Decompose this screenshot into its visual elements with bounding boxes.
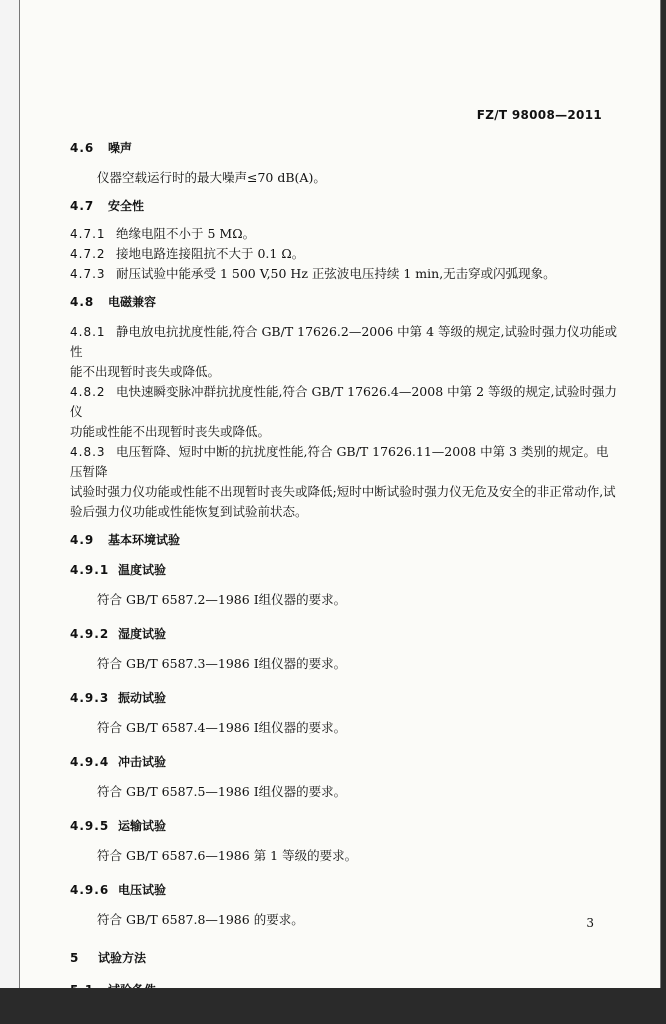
subsection-number: 4.9.6 bbox=[70, 883, 110, 897]
subsection-body-4-9-1: 符合 GB/T 6587.2—1986 Ⅰ组仪器的要求。 bbox=[97, 592, 347, 607]
section-title: 电磁兼容 bbox=[108, 295, 157, 309]
section-title: 基本环境试验 bbox=[108, 533, 181, 547]
subsection-title: 冲击试验 bbox=[118, 755, 167, 769]
clause-number: 4.8.1 bbox=[70, 325, 106, 339]
clause-text-line: 验后强力仪功能或性能恢复到试验前状态。 bbox=[70, 504, 308, 519]
subsection-number: 4.9.5 bbox=[70, 819, 110, 833]
subsection-body-4-9-3: 符合 GB/T 6587.4—1986 Ⅰ组仪器的要求。 bbox=[97, 720, 347, 735]
clause-text-line: 功能或性能不出现暂时丧失或降低。 bbox=[70, 424, 271, 439]
clause-number: 4.8.3 bbox=[70, 445, 106, 459]
chapter-number: 5 bbox=[70, 951, 80, 965]
clause-text-line: 电快速瞬变脉冲群抗扰度性能,符合 GB/T 17626.4—2008 中第 2 等级的规定,试验时强力仪 bbox=[70, 384, 617, 419]
clause-4-7-2 bbox=[70, 244, 620, 264]
subsection-heading-4-9-4 bbox=[70, 752, 620, 772]
subsection-title: 振动试验 bbox=[118, 691, 167, 705]
subsection-body-4-9-5: 符合 GB/T 6587.6—1986 第 1 等级的要求。 bbox=[97, 848, 358, 863]
subsection-heading-4-9-3 bbox=[70, 688, 620, 708]
subsection-number: 4.9.4 bbox=[70, 755, 110, 769]
subsection-body-4-9-4: 符合 GB/T 6587.5—1986 Ⅰ组仪器的要求。 bbox=[97, 784, 347, 799]
subsection-number: 4.9.3 bbox=[70, 691, 110, 705]
subsection-title: 湿度试验 bbox=[118, 627, 167, 641]
section-heading-4-9 bbox=[70, 530, 620, 550]
section-number: 4.6 bbox=[70, 141, 95, 155]
clause-number: 4.8.2 bbox=[70, 385, 106, 399]
chapter-title: 试验方法 bbox=[98, 951, 147, 965]
subsection-heading-4-9-5 bbox=[70, 816, 620, 836]
section-heading-4-7 bbox=[70, 196, 620, 216]
section-body-4-6: 仪器空载运行时的最大噪声≤70 dB(A)。 bbox=[97, 170, 326, 185]
clause-text-line: 电压暂降、短时中断的抗扰度性能,符合 GB/T 17626.11—2008 中第 3 类别的规定。电压暂降 bbox=[70, 444, 609, 479]
document-page bbox=[20, 0, 660, 988]
clause-text: 接地电路连接阻抗不大于 0.1 Ω。 bbox=[116, 246, 305, 261]
subsection-number: 4.9.2 bbox=[70, 627, 110, 641]
section-number: 4.7 bbox=[70, 199, 95, 213]
subsection-heading-4-9-2 bbox=[70, 624, 620, 644]
clause-number: 4.7.2 bbox=[70, 247, 106, 261]
clause-text: 耐压试验中能承受 1 500 V,50 Hz 正弦波电压持续 1 min,无击穿或闪弧现象。 bbox=[116, 266, 556, 281]
clause-4-8-1 bbox=[70, 322, 620, 382]
clause-4-7-1 bbox=[70, 224, 620, 244]
subsection-number: 4.9.1 bbox=[70, 563, 110, 577]
subsection-heading-4-9-6 bbox=[70, 880, 620, 900]
clause-text-line: 能不出现暂时丧失或降低。 bbox=[70, 364, 221, 379]
clause-number: 4.7.1 bbox=[70, 227, 106, 241]
section-heading-4-6 bbox=[70, 138, 620, 158]
section-number: 4.8 bbox=[70, 295, 95, 309]
clause-number: 4.7.3 bbox=[70, 267, 106, 281]
page-number: 3 bbox=[586, 916, 594, 930]
section-number: 4.9 bbox=[70, 533, 95, 547]
clause-4-8-2 bbox=[70, 382, 620, 442]
subsection-heading-4-9-1 bbox=[70, 560, 620, 580]
standard-number: FZ/T 98008—2011 bbox=[476, 108, 602, 122]
clause-text: 绝缘电阻不小于 5 MΩ。 bbox=[116, 226, 256, 241]
clause-4-7-3 bbox=[70, 264, 620, 284]
clause-4-8-3 bbox=[70, 442, 620, 522]
subsection-title: 电压试验 bbox=[118, 883, 167, 897]
section-title: 安全性 bbox=[108, 199, 145, 213]
chapter-heading-5 bbox=[70, 948, 620, 968]
section-heading-4-8 bbox=[70, 292, 620, 312]
subsection-title: 运输试验 bbox=[118, 819, 167, 833]
scan-bottom-border bbox=[0, 988, 666, 1024]
page-content bbox=[70, 138, 620, 1024]
clause-text-line: 试验时强力仪功能或性能不出现暂时丧失或降低;短时中断试验时强力仪无危及安全的非正常动作,试 bbox=[70, 484, 616, 499]
section-title: 噪声 bbox=[108, 141, 133, 155]
subsection-body-4-9-2: 符合 GB/T 6587.3—1986 Ⅰ组仪器的要求。 bbox=[97, 656, 347, 671]
clause-text-line: 静电放电抗扰度性能,符合 GB/T 17626.2—2006 中第 4 等级的规定,试验时强力仪功能或性 bbox=[70, 324, 617, 359]
subsection-body-4-9-6: 符合 GB/T 6587.8—1986 的要求。 bbox=[97, 912, 304, 927]
subsection-title: 温度试验 bbox=[118, 563, 167, 577]
scan-left-margin bbox=[0, 0, 20, 988]
